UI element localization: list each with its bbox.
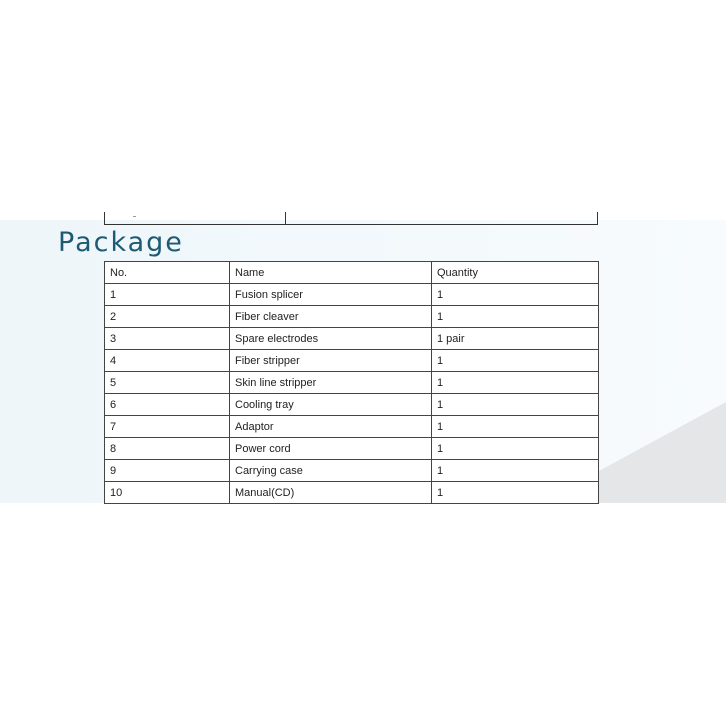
table-row — [105, 460, 599, 482]
cell-no: 5 — [105, 372, 230, 394]
cell-no: 8 — [105, 438, 230, 460]
section-title: Package — [58, 227, 184, 258]
cell-quantity: 1 — [432, 460, 599, 482]
cell-name: Adaptor — [230, 416, 432, 438]
table-row — [105, 482, 599, 504]
cell-name: Power cord — [230, 438, 432, 460]
cell-no: 6 — [105, 394, 230, 416]
header-name: Name — [230, 262, 432, 284]
cell-no: 2 — [105, 306, 230, 328]
cell-name: Skin line stripper — [230, 372, 432, 394]
cell-no: 10 — [105, 482, 230, 504]
cell-no: 1 — [105, 284, 230, 306]
table-header-row — [105, 262, 599, 284]
header-quantity: Quantity — [432, 262, 599, 284]
cell-name: Carrying case — [230, 460, 432, 482]
cell-name: Fusion splicer — [230, 284, 432, 306]
cell-quantity: 1 — [432, 416, 599, 438]
cell-name: Manual(CD) — [230, 482, 432, 504]
table-row — [105, 328, 599, 350]
package-table — [104, 261, 599, 504]
cell-quantity: 1 — [432, 306, 599, 328]
cell-name: Fiber stripper — [230, 350, 432, 372]
cell-quantity: 1 pair — [432, 328, 599, 350]
cell-no: 4 — [105, 350, 230, 372]
cell-no: 9 — [105, 460, 230, 482]
column-divider — [285, 212, 286, 225]
cell-quantity: 1 — [432, 438, 599, 460]
header-no: No. — [105, 262, 230, 284]
cell-quantity: 1 — [432, 394, 599, 416]
cell-quantity: 1 — [432, 372, 599, 394]
cell-quantity: 1 — [432, 482, 599, 504]
cell-no: 3 — [105, 328, 230, 350]
cell-name: Spare electrodes — [230, 328, 432, 350]
cell-name: Cooling tray — [230, 394, 432, 416]
table-row — [105, 394, 599, 416]
table-row — [105, 438, 599, 460]
table-row — [105, 372, 599, 394]
table-cell-mark — [133, 216, 136, 217]
cell-name: Fiber cleaver — [230, 306, 432, 328]
cell-quantity: 1 — [432, 350, 599, 372]
table-row — [105, 350, 599, 372]
table-row — [105, 306, 599, 328]
table-row — [105, 416, 599, 438]
cell-quantity: 1 — [432, 284, 599, 306]
table-row — [105, 284, 599, 306]
cell-no: 7 — [105, 416, 230, 438]
